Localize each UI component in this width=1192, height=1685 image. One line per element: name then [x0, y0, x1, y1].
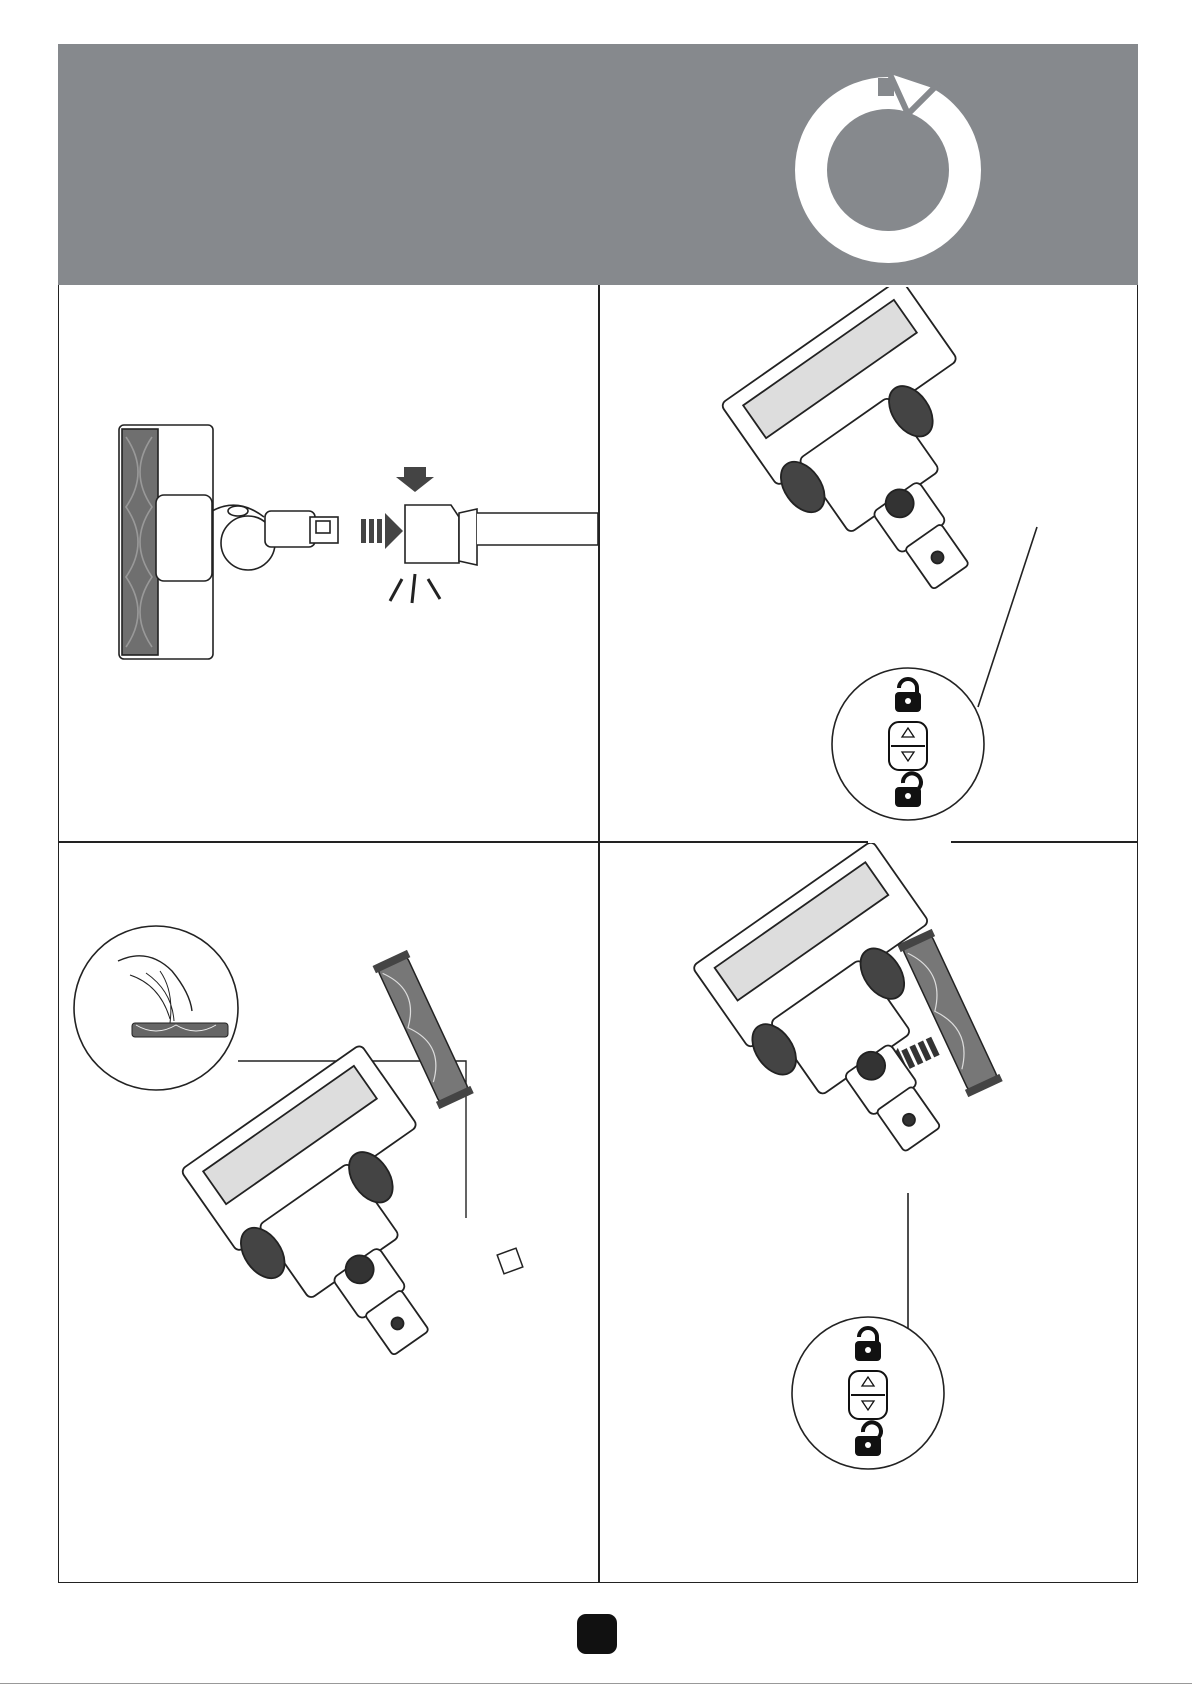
- page-number-badge: [577, 1614, 617, 1654]
- slide-switch-icon: [849, 1371, 887, 1419]
- brush-roll-icon: [897, 929, 1002, 1097]
- refresh-circle-arrow-icon: [58, 44, 1138, 285]
- lock-switch-magnifier: [792, 1317, 944, 1469]
- floor-head-bottom-icon: [180, 1044, 517, 1395]
- floor-head-bottom-icon: [720, 287, 1057, 629]
- floor-head-icon: [119, 425, 338, 659]
- slide-switch-icon: [889, 722, 927, 770]
- click-sound-icon: [390, 574, 440, 603]
- floor-head-bottom-icon: [692, 843, 1029, 1191]
- panel-step-3: [60, 843, 598, 1583]
- panel-step-4: [600, 843, 1138, 1583]
- panel-step-2: [600, 287, 1138, 839]
- hair-removal-magnifier-icon: [74, 926, 238, 1090]
- wand-tube-icon: [405, 505, 598, 565]
- lock-switch-magnifier: [832, 668, 984, 820]
- push-arrow-icon: [361, 513, 403, 549]
- header-banner: [58, 44, 1138, 285]
- panel-step-1: [60, 287, 598, 839]
- page-bottom-rule: [0, 1683, 1192, 1684]
- end-cap-icon: [497, 1248, 523, 1274]
- press-down-arrow-icon: [396, 467, 434, 492]
